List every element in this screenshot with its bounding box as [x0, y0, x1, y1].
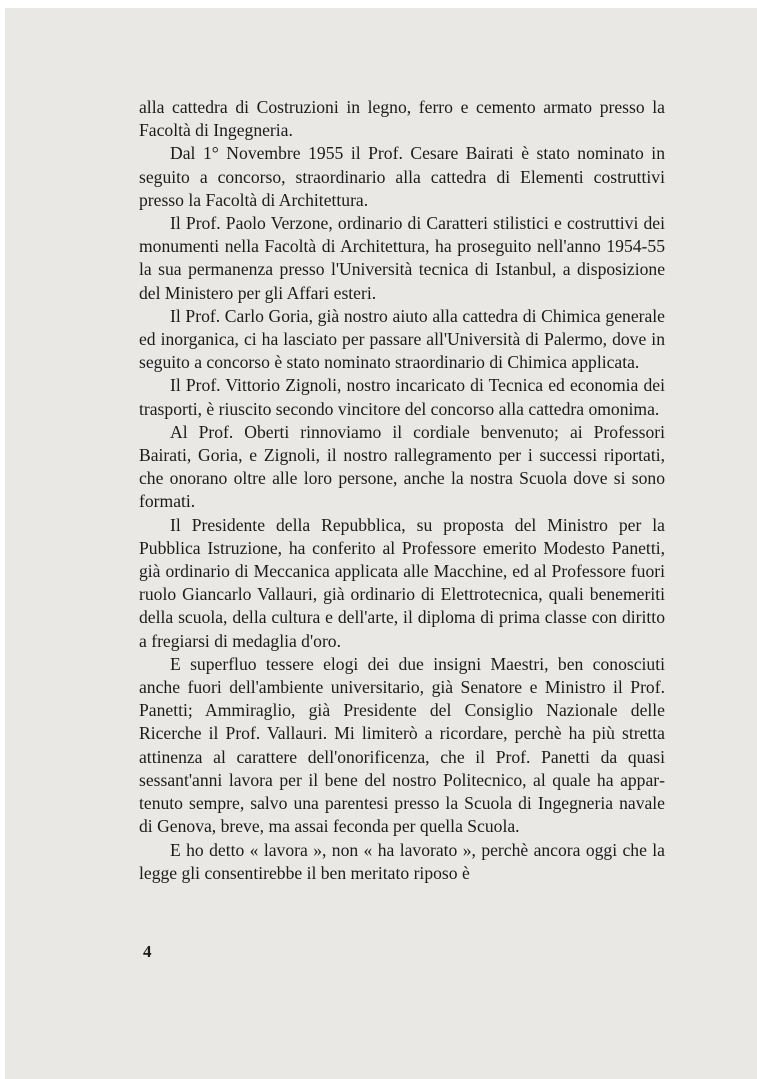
paragraph: Il Prof. Paolo Verzone, ordinario di Caratteri stilistici e costruttivi dei monumenti nella Facoltà di Architettura, ha proseguito nell'anno 1954-55 la sua permanenza presso l'Università tecnica di Istanbul, a disposizione del Ministero per gli Affari esteri. [139, 213, 665, 303]
page-number: 4 [143, 942, 152, 961]
paragraph: Al Prof. Oberti rinnoviamo il cordiale benvenuto; ai Professori Bairati, Goria, e Zignoli, il nostro rallegramento per i successi riportati, che onorano oltre alle loro persone, anche la nostra Scuola dove si sono formati. [139, 421, 665, 512]
paragraph: Il Presidente della Repubblica, su proposta del Ministro per la Pubblica Istruzione, ha conferito al Professore emerito Modesto Panetti, già ordinario di Meccanica applicata alle Macchine, ed al Professore fuori ruolo Giancarlo Vallauri, già ordinario di Elettrotecnica, quali benemeriti della scuola, della cultura e dell'arte, il diploma di prima classe con diritto a fregiarsi di medaglia d'oro. [139, 514, 665, 651]
paragraph: E superfluo tessere elogi dei due insigni Maestri, ben conosciuti anche fuori dell'ambiente universitario, già Senatore e Ministro il Prof. Panetti; Ammiraglio, già Presidente del Consiglio Nazionale delle Ricerche il Prof. Vallauri. Mi limiterò a ricordare, perchè ha più stretta attinenza al carattere dell'onorificenza, che il Prof. Panetti da quasi sessant'anni lavora per il bene del nostro Politecnico, al quale ha appartenuto sempre, salvo una parentesi presso la Scuola di Ingegneria navale di Genova, breve, ma assai feconda per quella Scuola. [139, 653, 665, 837]
paragraph: E ho detto « lavora », non « ha lavorato », perchè ancora oggi che la legge gli consentirebbe il ben meritato riposo è [139, 839, 665, 883]
body-text [139, 96, 665, 885]
paragraph: Dal 1° Novembre 1955 il Prof. Cesare Bairati è stato nominato in seguito a concorso, straordinario alla cattedra di Elementi costruttivi presso la Facoltà di Architettura. [139, 143, 665, 210]
paragraph: alla cattedra di Costruzioni in legno, ferro e cemento armato presso la Facoltà di Ingegneria. [139, 97, 665, 141]
paragraph: Il Prof. Vittorio Zignoli, nostro incaricato di Tecnica ed economia dei trasporti, è riuscito secondo vincitore del concorso alla cattedra omonima. [139, 375, 665, 419]
paragraph: Il Prof. Carlo Goria, già nostro aiuto alla cattedra di Chimica generale ed inorganica, ci ha lasciato per passare all'Università di Palermo, dove in seguito a concorso è stato nominato straordinario di Chimica applicata. [139, 305, 665, 373]
